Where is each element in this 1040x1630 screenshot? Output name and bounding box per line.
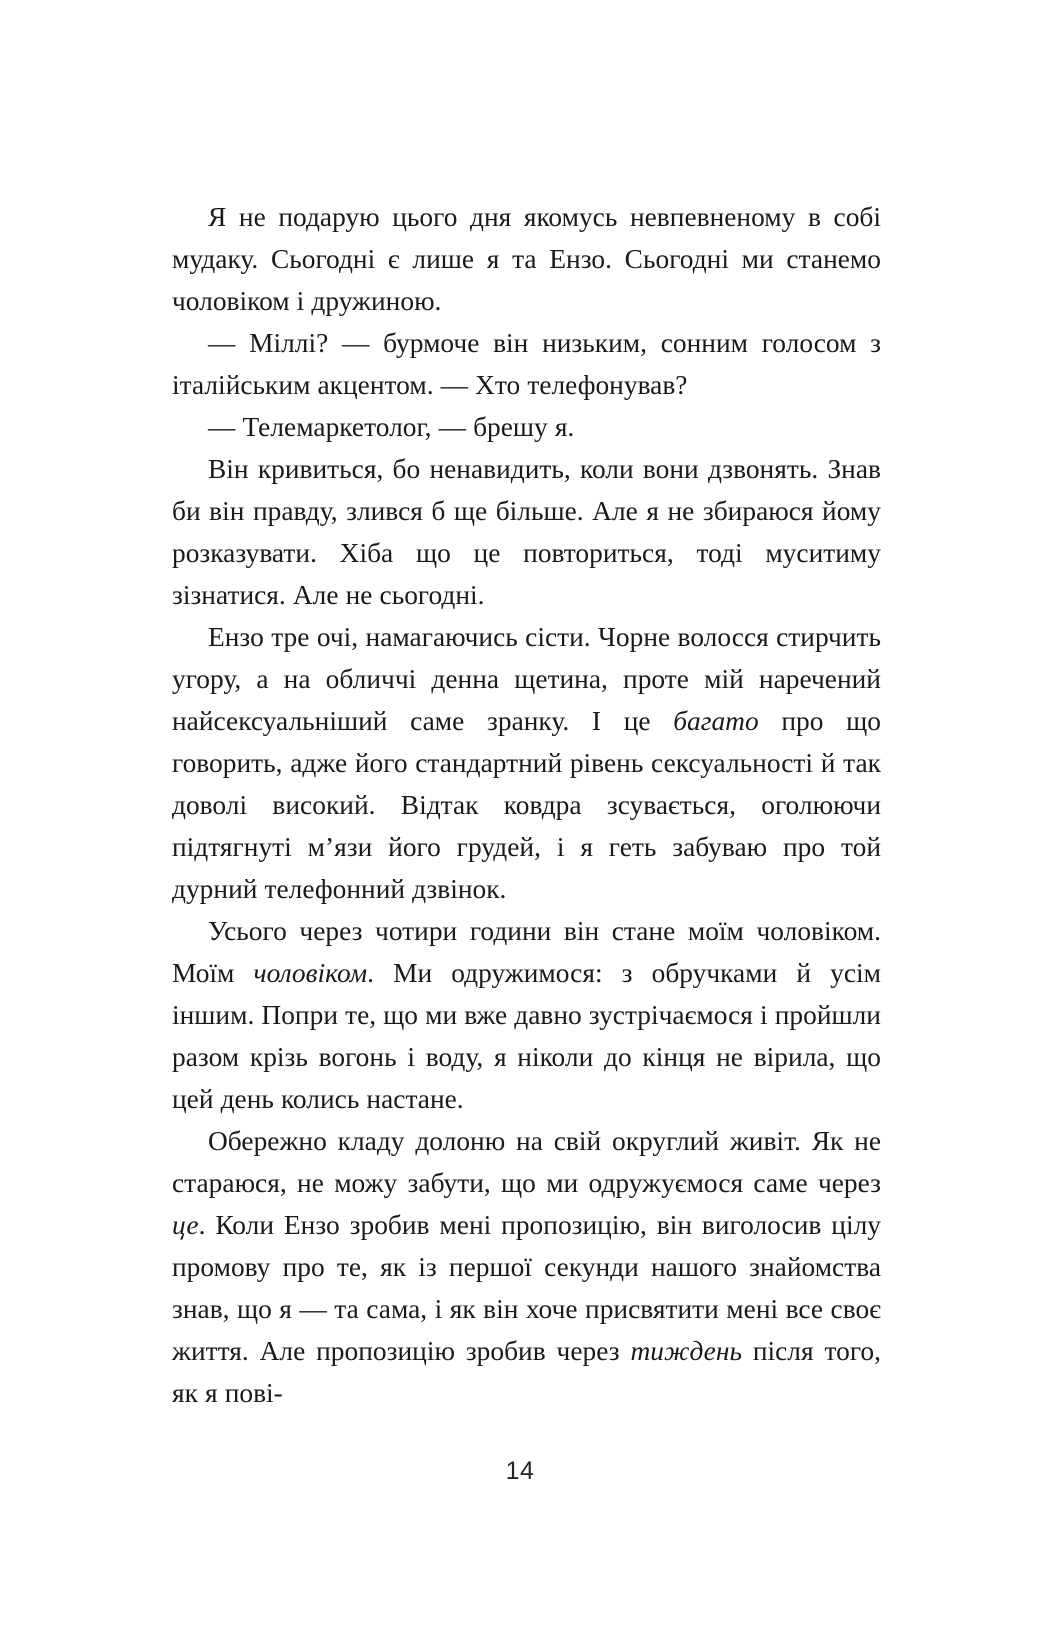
text-run: після того, як я пові-	[172, 1336, 881, 1408]
paragraph-5	[172, 616, 881, 910]
text-run: . Коли Ензо зробив мені пропозицію, він виголосив цілу промову про те, як із першої секунди нашого знайомства знав, що я — та сама, і як він хоче присвятити мені все своє життя. Але пропозицію зробив через	[172, 1210, 881, 1366]
text-run: — Міллі? — бурмоче він низьким, сонним голосом з італійським акцентом. — Хто телефонував?	[172, 328, 881, 400]
paragraph-6	[172, 910, 881, 1120]
emphasis-bahato: багато	[673, 706, 759, 736]
text-run: Ензо тре очі, намагаючись сісти. Чорне волосся стирчить угору, а на обличчі денна щетина, проте мій наречений найсексуальніший саме зранку. І це	[172, 622, 881, 736]
paragraph-1	[172, 196, 881, 322]
emphasis-tyzhden: тиждень	[630, 1336, 742, 1366]
text-run: Я не подарую цього дня якомусь невпевненому в собі мудаку. Сьогодні є лише я та Ензо. Сьогодні ми станемо чоловіком і дружиною.	[172, 202, 881, 316]
page-text-block	[172, 196, 881, 1414]
paragraph-3-dialogue	[172, 406, 881, 448]
paragraph-2-dialogue	[172, 322, 881, 406]
paragraph-4	[172, 448, 881, 616]
text-run: — Телемаркетолог, — брешу я.	[208, 412, 575, 442]
paragraph-7	[172, 1120, 881, 1414]
emphasis-tse: це	[172, 1210, 199, 1240]
text-run: Він кривиться, бо ненавидить, коли вони дзвонять. Знав би він правду, злився б ще більше. Але я не збираюся йому розказувати. Хіба що це повториться, тоді муситиму зізнатися. Але не сьогодні.	[172, 454, 881, 610]
text-run: Усього через чотири години він стане моїм чоловіком. Моїм	[172, 916, 881, 988]
emphasis-cholovikom: чоловіком	[253, 958, 368, 988]
text-run: про що говорить, адже його стандартний рівень сексуальності й так доволі високий. Відтак ковдра зсувається, оголюючи підтягнуті м’язи його грудей, і я геть забуваю про той дурний телефонний дзвінок.	[172, 706, 881, 904]
text-run: Обережно кладу долоню на свій округлий живіт. Як не стараюся, не можу забути, що ми одружуємося саме через	[172, 1126, 881, 1198]
page-number: 14	[505, 1457, 535, 1485]
text-run: . Ми одружимося: з обручками й усім іншим. Попри те, що ми вже давно зустрічаємося і пройшли разом крізь вогонь і воду, я ніколи до кінця не вірила, що цей день колись настане.	[172, 958, 881, 1114]
